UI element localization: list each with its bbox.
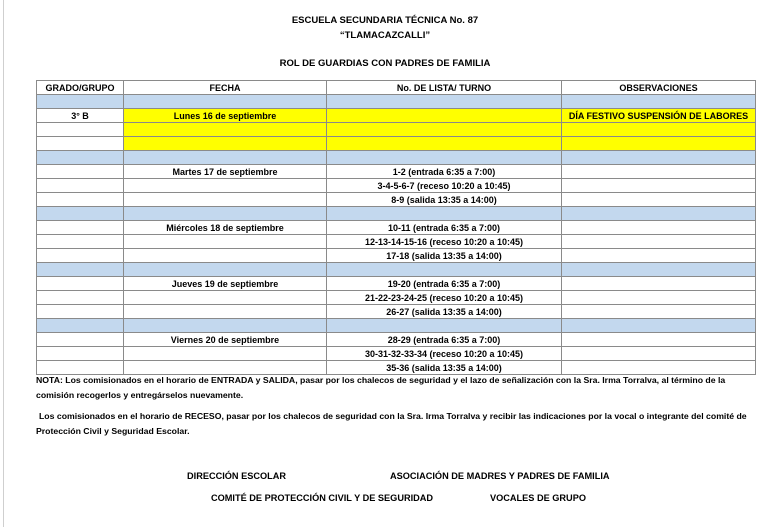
holiday-date: Lunes 16 de septiembre (124, 109, 327, 123)
document-title: ROL DE GUARDIAS CON PADRES DE FAMILIA (279, 58, 491, 69)
turn-receso: 21-22-23-24-25 (receso 10:20 a 10:45) (327, 291, 562, 305)
table-row (37, 179, 756, 193)
turn-entrada: 10-11 (entrada 6:35 a 7:00) (327, 221, 562, 235)
table-row (37, 249, 756, 263)
separator-row (37, 263, 756, 277)
table-row (37, 137, 756, 151)
table-row (37, 291, 756, 305)
turn-salida: 8-9 (salida 13:35 a 14:00) (327, 193, 562, 207)
turn-receso: 30-31-32-33-34 (receso 10:20 a 10:45) (327, 347, 562, 361)
separator-row (37, 95, 756, 109)
header-fecha: FECHA (124, 81, 327, 95)
table-row (37, 235, 756, 249)
turn-entrada: 1-2 (entrada 6:35 a 7:00) (327, 165, 562, 179)
day-date: Jueves 19 de septiembre (124, 277, 327, 291)
signature-direccion-escolar: DIRECCIÓN ESCOLAR (187, 471, 287, 481)
separator-row (37, 319, 756, 333)
table-row (37, 333, 756, 347)
note-receso: Los comisionados en el horario de RECESO, pasar por los chalecos de seguridad con la Sra. Irma Torralva y recibir las indicaciones por la vocal o integrante del comité de Protección Civil y Seguridad Escolar. (36, 411, 747, 436)
turn-salida: 17-18 (salida 13:35 a 14:00) (327, 249, 562, 263)
holiday-row (37, 109, 756, 123)
school-name: ESCUELA SECUNDARIA TÉCNICA No. 87 (291, 15, 479, 26)
holiday-note: DÍA FESTIVO SUSPENSIÓN DE LABORES (562, 109, 756, 123)
school-nickname: “TLAMACAZCALLI” (339, 30, 431, 41)
holiday-turn (327, 109, 562, 123)
turn-receso: 3-4-5-6-7 (receso 10:20 a 10:45) (327, 179, 562, 193)
header-grado-grupo: GRADO/GRUPO (37, 81, 124, 95)
day-date: Viernes 20 de septiembre (124, 333, 327, 347)
guard-schedule-table (36, 80, 756, 375)
table-header-row (37, 81, 756, 95)
table-row (37, 165, 756, 179)
signature-asociacion-padres: ASOCIACIÓN DE MADRES Y PADRES DE FAMILIA (390, 471, 610, 481)
table-row (37, 193, 756, 207)
table-row (37, 305, 756, 319)
turn-entrada: 19-20 (entrada 6:35 a 7:00) (327, 277, 562, 291)
turn-salida: 26-27 (salida 13:35 a 14:00) (327, 305, 562, 319)
table-row (37, 221, 756, 235)
header-lista-turno: No. DE LISTA/ TURNO (327, 81, 562, 95)
page-left-rule (3, 0, 4, 527)
table-row (37, 347, 756, 361)
turn-receso: 12-13-14-15-16 (receso 10:20 a 10:45) (327, 235, 562, 249)
day-date: Martes 17 de septiembre (124, 165, 327, 179)
day-date: Miércoles 18 de septiembre (124, 221, 327, 235)
table-row (37, 123, 756, 137)
turn-salida: 35-36 (salida 13:35 a 14:00) (327, 361, 562, 375)
table-row (37, 277, 756, 291)
group-cell: 3° B (37, 109, 124, 123)
separator-row (37, 151, 756, 165)
signature-comite-proteccion: COMITÉ DE PROTECCIÓN CIVIL Y DE SEGURIDAD (211, 493, 434, 503)
header-observaciones: OBSERVACIONES (562, 81, 756, 95)
separator-row (37, 207, 756, 221)
signature-vocales-grupo: VOCALES DE GRUPO (490, 493, 586, 503)
turn-entrada: 28-29 (entrada 6:35 a 7:00) (327, 333, 562, 347)
note-entrada-salida: NOTA: Los comisionados en el horario de ENTRADA y SALIDA, pasar por los chalecos de seguridad y el lazo de señalización con la Sra. Irma Torralva, al término de la comisión recogerlos y entregárselos nuevamente. (36, 375, 726, 400)
